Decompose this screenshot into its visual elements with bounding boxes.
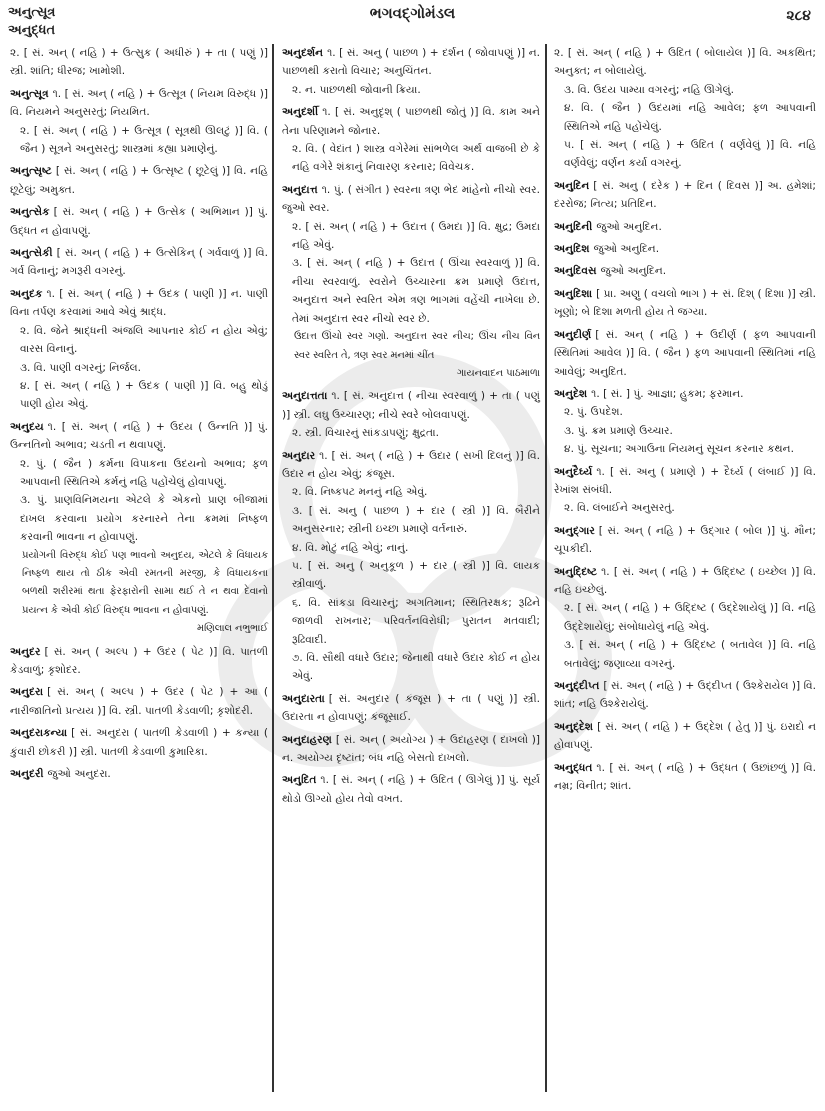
entry-definition-text: ૪. પું. સૂચના; અગાઉના નિયમનું સૂચન કરનાર કથન.	[564, 443, 794, 456]
entry-definition-text: ૨. [ સં. અન્ ( નહિ ) + ઉદિત ( બોલાયેલ )] વિ. અકથિત; અનુક્ત; ન બોલાયેલું.	[554, 47, 816, 78]
entry-headword: અનુદર	[10, 645, 41, 658]
entry-headword: અનુદરા	[10, 686, 44, 699]
dictionary-entry	[282, 387, 540, 442]
entry-definition-text: ૫. [ સં. અન્ ( નહિ ) + ઉદિત ( વર્ણવેલું )] વિ. નહિ વર્ણવેલું; વર્ણન કર્યા વગરનું.	[564, 139, 816, 170]
entry-sense	[554, 636, 816, 673]
column-3	[554, 42, 816, 1102]
entry-sense	[10, 418, 268, 455]
entry-definition-text: જુઓ અનુદિન.	[593, 243, 660, 256]
entry-sense	[554, 177, 816, 214]
entry-sense	[10, 162, 268, 199]
entry-headword: અનુદરાકન્યા	[10, 727, 68, 740]
entry-quote-attribution: મણિલાલ નભુભાઈ	[197, 623, 268, 635]
dictionary-entry	[10, 418, 268, 639]
entry-definition-text: ૨. [ સં. અન્ ( નહિ ) + ઉત્સુક ( અધીરું ) + તા ( પણું )] સ્ત્રી. શાંતિ; ધીરજ; ખામોશી.	[10, 47, 268, 78]
dictionary-entry	[554, 563, 816, 673]
dictionary-entry	[554, 326, 816, 381]
entry-definition-text: જુઓ અનુદિન.	[596, 220, 662, 233]
entry-definition-text: ૧. [ સં. અનુ ( પ્રમાણે ) + દૈર્ઘ્ય ( લંબાઈ )] વિ. રેખાંશ સંબંધી.	[554, 465, 816, 496]
entry-sense	[10, 203, 268, 240]
dictionary-entry	[10, 285, 268, 414]
dictionary-entry	[554, 44, 816, 173]
entry-definition-text: [ સં. અનુ ( દરેક ) + દિન ( દિવસ )] અ. હમેશાં; દરરોજ; નિત્ય; પ્રતિદિન.	[554, 179, 816, 211]
dictionary-entry	[10, 85, 268, 159]
entry-headword: અનુદ્દેશ	[554, 720, 594, 733]
entry-sense	[554, 677, 816, 714]
dictionary-entry	[554, 718, 816, 755]
dictionary-entry	[10, 203, 268, 240]
entry-definition-text: ૩. [ સં. અનુ ( પાછળ ) + દાર ( સ્ત્રી )] વિ. બૈરીને અનુસરનાર; સ્ત્રીની ઇચ્છા પ્રમાણે વર્તનારું.	[292, 504, 540, 536]
dictionary-entry	[282, 103, 540, 177]
entry-definition-text: ૧. પું. ( સંગીત ) સ્વરના ત્રણ ભેદ માંહેનો નીચો સ્વર. જુઓ સ્વર.	[282, 183, 540, 215]
entry-sense	[554, 99, 816, 136]
entry-sense	[282, 539, 540, 557]
entry-headword: અનુદરી	[10, 768, 44, 781]
entry-sense	[10, 285, 268, 322]
entry-definition-text: ૨. [ સં. અન્ ( નહિ ) + ઉદ્દિષ્ટ ( ઉદ્દેશાયેલું )] વિ. નહિ ઉદ્દેશાયેલું; સંબોધાયેલું નહિ એવું.	[564, 602, 816, 633]
entry-headword: અનુત્સૃષ્ટ	[10, 165, 52, 178]
entry-sense	[10, 44, 268, 81]
entry-quotation: પ્રયોગની વિરુદ્ધ કોઈ પણ ભાવનો અનુદય, એટલે કે વિધાયક નિષ્ફળ થાય તો ઠીક એવી રમતની મરજી, કે વિધાયકના બળથી શરીરમાં થતા ફેરફારોની સામા થઈ તે ન થવા દેવાનો પ્રયત્ન કે એવી કોઈ વિરુદ્ધ ભાવના ન હોવાપણું.	[22, 549, 268, 616]
entry-sense	[282, 387, 540, 424]
entry-sense	[10, 377, 268, 414]
entry-sense	[554, 240, 816, 258]
dictionary-entry	[554, 385, 816, 459]
entry-sense	[554, 285, 816, 322]
entry-definition-text: [ સં. અન્ ( અલ્પ ) + ઉદર ( પેટ )] વિ. પાતળી કેડવાળું; કૃશોદર.	[10, 645, 268, 676]
dictionary-entry	[282, 690, 540, 727]
column-divider	[272, 44, 274, 1092]
entry-sense	[554, 440, 816, 458]
entry-sense	[10, 724, 268, 761]
entry-headword: અનુદારતા	[282, 692, 325, 705]
entry-sense	[554, 422, 816, 440]
entry-definition-text: ૧. [ સં. અનુ ( પાછળ ) + દર્શન ( જોવાપણું )] ન. પાછળથી કરાતો વિચાર; અનુચિંતન.	[282, 47, 540, 78]
entry-sense	[554, 499, 816, 517]
entry-definition-text: [ સં. અન્ ( અયોગ્ય ) + ઉદાહરણ ( દાખલો )] ન. અયોગ્ય દૃષ્ટાંત; બંધ નહિ બેસતો દાખલો.	[282, 733, 540, 765]
entry-definition-text: [ સં. અન્ ( નહિ ) + ઉદ્દેશ ( હેતુ )] પું. ઇરાદો ન હોવાપણું.	[554, 720, 816, 752]
entry-sense	[10, 322, 268, 359]
entry-definition-text: ૨. પું. ઉપદેશ.	[564, 406, 623, 419]
entry-definition-text: ૨. વિ. નિષ્કપટ મનનું નહિ એવું.	[292, 486, 428, 499]
entry-sense	[554, 759, 816, 796]
entry-definition-text: ૩. [ સં. અન્ ( નહિ ) + ઉદ્દિષ્ટ ( બતાવેલ )] વિ. નહિ બતાવેલું; જણાવ્યા વગરનું.	[564, 639, 816, 670]
entry-definition-text: ૨. ન. પાછળથી જોવાની ક્રિયા.	[292, 83, 421, 96]
entry-headword: અનુદય	[10, 420, 44, 433]
entry-headword: અનુદિશ	[554, 243, 590, 256]
entry-definition-text: [ સં. અન્ ( નહિ ) + ઉત્સૃષ્ટ ( છૂટેલું )] વિ. નહિ છૂટેલું; અમુક્ત.	[10, 165, 268, 196]
entry-sense	[10, 765, 268, 783]
guide-word-first: અનુત્સૂત્ર	[8, 5, 56, 20]
entry-definition-text: જુઓ અનુદિન.	[600, 265, 667, 278]
entry-sense	[282, 690, 540, 727]
entry-definition-text: [ સં. અન્ ( નહિ ) + ઉત્સેક ( અભિમાન )] પું. ઉદ્ધત ન હોવાપણું.	[10, 206, 268, 237]
entry-sense	[10, 85, 268, 122]
entry-sense	[554, 563, 816, 600]
entry-sense	[10, 455, 268, 492]
entry-sense	[10, 491, 268, 546]
entry-sense	[282, 44, 540, 81]
entry-definition-text: ૩. વિ. ઉદય પામ્યા વગરનું; નહિ ઊગેલું.	[564, 83, 735, 96]
column-1	[10, 42, 268, 1102]
entry-definition-text: [ સં. અન્ ( નહિ ) + ઉત્સેકિન્ ( ગર્વવાળું )] વિ. ગર્વ વિનાનું; મગરૂરી વગરનું.	[10, 247, 268, 278]
entry-definition-text: ૧. [ સં. અન્ ( નહિ ) + ઉત્સૂત્ર ( નિયમ વિરુદ્ધ )] વિ. નિયમને અનુસરતું; નિયમિત.	[10, 87, 268, 119]
entry-sense	[554, 718, 816, 755]
entry-sense	[282, 181, 540, 218]
entry-definition-text: [ સં. અનુદાર ( કંજૂસ ) + તા ( પણું )] સ્ત્રી. ઉદારતા ન હોવાપણું; કંજૂસાઈ.	[282, 692, 540, 724]
entry-definition-text: ૪. વિ. મોટું નહિ એવું; નાનું.	[292, 541, 409, 554]
entry-sense	[554, 385, 816, 403]
dictionary-entry	[282, 447, 540, 686]
entry-headword: અનુદૈર્ઘ્ય	[554, 465, 593, 478]
entry-headword: અનુદિન	[554, 179, 590, 192]
entry-definition-text: [ સં. અનુદરા ( પાતળી કેડવાળી ) + કન્યા ( કુંવારી છોકરી )] સ્ત્રી. પાતળી કેડવાળી કુમારિકા.	[10, 727, 268, 758]
dictionary-entry	[10, 643, 268, 680]
column-2	[282, 42, 540, 1102]
entry-headword: અનુદ્દીપ્ત	[554, 680, 600, 692]
entry-sense	[282, 103, 540, 140]
entry-sense	[282, 447, 540, 484]
entry-sense	[10, 683, 268, 720]
entry-definition-text: ૨. વિ. જેને શ્રાદ્ધની અંજલિ આપનાર કોઈ ન હોય એવું; વારસ વિનાનું.	[20, 324, 268, 356]
entry-definition-text: ૨. પું. ( જૈન ) કર્મના વિપાકના ઉદયનો અભાવ; ફળ આપવાની સ્થિતિએ કર્મનું નહિ પહોંચેલું હોવાપણું.	[20, 457, 268, 488]
entry-sense	[554, 463, 816, 500]
entry-quotation: ઉદાત્ત ઊંચો સ્વર ગણો. અનુદાત્ત સ્વર નીચ; ઊંચ નીચ વિન સ્વર સ્વરિત તે, ત્રણ સ્વર મનમાં ચીંત	[294, 331, 540, 361]
guide-word-last: અનુદ્ધત	[8, 23, 56, 38]
entry-sense	[282, 649, 540, 686]
dictionary-entry	[554, 463, 816, 518]
entry-definition-text: ૫. [ સં. અનુ ( અનુકૂળ ) + દાર ( સ્ત્રી )] વિ. લાયક સ્ત્રીવાળું.	[292, 559, 540, 591]
dictionary-entry	[554, 522, 816, 559]
entry-headword: અનુદિવસ	[554, 265, 597, 278]
dictionary-entry	[282, 181, 540, 383]
dictionary-entry	[10, 44, 268, 81]
entry-definition-text: ૭. વિ. સૌથી વધારે ઉદાર; જેનાથી વધારે ઉદાર કોઈ ન હોય એવું.	[292, 652, 540, 683]
dictionary-entry	[10, 765, 268, 783]
entry-definition-text: ૩. પું. પ્રાણવિનિમયના એટલે કે એકનો પ્રાણ બીજામાં દાખલ કરવાના પ્રયોગ કરનારને તેના ક્રમમાં નિષ્ફળ કરવાની ભાવના ન હોવાપણું.	[20, 494, 268, 544]
entry-definition-text: જુઓ અનુદરા.	[47, 768, 111, 781]
entry-headword: અનુદેશ	[554, 387, 588, 400]
dictionary-entry	[554, 285, 816, 322]
entry-sense	[10, 643, 268, 680]
entry-headword: અનુદિની	[554, 220, 593, 233]
dictionary-entry	[554, 677, 816, 714]
entry-headword: અનુત્સૂત્ર	[10, 87, 49, 100]
entry-sense	[282, 771, 540, 808]
page-title: ભગવદ્ગોમંડલ	[369, 4, 456, 22]
entry-definition-text: ૨. સ્ત્રી. વિચારનું સાંકડાપણું; ક્ષુદ્રતા.	[292, 427, 440, 440]
entry-sense	[282, 140, 540, 177]
entry-headword: અનુદાહરણ	[282, 733, 332, 746]
entry-definition-text: ૧. [ સં. અનુદૃશ્ ( પાછળથી જોતું )] વિ. કામ અને તેના પરિણામને જોનાર.	[282, 106, 540, 137]
dictionary-entry	[10, 244, 268, 281]
dictionary-entry	[10, 683, 268, 720]
entry-headword: અનુદર્શી	[282, 106, 319, 119]
entry-definition-text: ૪. વિ. ( જૈન ) ઉદયમાં નહિ આવેલ; ફળ આપવાની સ્થિતિએ નહિ પહોંચેલું.	[564, 102, 816, 133]
entry-definition-text: ૩. વિ. પાણી વગરનું; નિર્જલ.	[20, 361, 141, 374]
entry-sense	[10, 244, 268, 281]
entry-headword: અનુદાત્ત	[282, 183, 318, 196]
entry-sense	[282, 557, 540, 594]
dictionary-columns	[0, 42, 825, 1102]
dictionary-entry	[10, 724, 268, 761]
entry-definition-text: ૧. [ સં. ] પું. આજ્ઞા; હુકમ; ફરમાન.	[591, 387, 744, 400]
dictionary-entry	[554, 240, 816, 258]
entry-sense	[282, 594, 540, 649]
entry-sense	[554, 81, 816, 99]
entry-definition-text: ૩. પું. ક્રમ પ્રમાણે ઉચ્ચાર.	[564, 424, 673, 437]
entry-sense	[282, 254, 540, 328]
page-header	[0, 0, 825, 46]
entry-sense	[554, 218, 816, 236]
dictionary-entry	[554, 218, 816, 236]
dictionary-entry	[554, 759, 816, 796]
entry-sense	[554, 326, 816, 381]
dictionary-entry	[10, 162, 268, 199]
entry-definition-text: ૧. [ સં. અન્ ( નહિ ) + ઉદક ( પાણી )] ન. પાણી વિના તર્પણ કરવામાં આવે એવું શ્રાદ્ધ.	[10, 287, 268, 319]
dictionary-entry	[282, 771, 540, 808]
entry-definition-text: ૨. વિ. ( વેદાંત ) શાસ્ત્ર વગેરેમાં સાંભળેલ અર્થ વાજબી છે કે નહિ વગેરે શંકાનું નિવારણ કરનાર; વિવેચક.	[292, 143, 540, 174]
entry-definition-text: ૧. [ સં. અન્ ( નહિ ) + ઉદ્દિષ્ટ ( ઇચ્છેલ )] વિ. નહિ ઇચ્છેલું.	[554, 565, 816, 596]
entry-headword: અનુદર્શન	[282, 47, 324, 59]
entry-definition-text: ૪. [ સં. અન્ ( નહિ ) + ઉદક ( પાણી )] વિ. બહુ થોડું પાણી હોય એવું.	[20, 379, 268, 411]
entry-sense	[554, 136, 816, 173]
entry-sense	[10, 359, 268, 377]
entry-definition-text: ૧. [ સં. અન્ ( નહિ ) + ઉદય ( ઉન્નતિ )] પું. ઉન્નતિનો અભાવ; ચડતી ન થવાપણું.	[10, 420, 268, 452]
entry-definition-text: [ પ્રા. અણુ ( વચલો ભાગ ) + સં. દિશ્ ( દિશા )] સ્ત્રી. ખૂણો; બે દિશા મળતી હોય તે જગ્યા.	[554, 287, 816, 319]
entry-sense	[554, 44, 816, 81]
dictionary-entry	[554, 262, 816, 280]
entry-headword: અનુદ્દિષ્ટ	[554, 565, 598, 578]
entry-definition-text: ૨. વિ. લંબાઈને અનુસરતું.	[564, 502, 675, 515]
entry-sense	[282, 81, 540, 99]
entry-quote-attribution: ગાયનવાદન પાઠમાળા	[456, 367, 540, 379]
entry-definition-text: ૧. [ સં. અન્ ( નહિ ) + ઉદ્ધત ( ઉછાંછળું )] વિ. નમ્ર; વિનીત; શાંત.	[554, 761, 816, 793]
entry-sense	[282, 502, 540, 539]
entry-sense	[282, 731, 540, 768]
entry-definition-text: [ સં. અન્ ( અલ્પ ) + ઉદર ( પેટ ) + આ ( નારીજાતિનો પ્રત્યય )] વિ. સ્ત્રી. પાતળી કેડવાળી; કૃશોદરી.	[10, 686, 268, 717]
entry-headword: અનુદિત	[282, 774, 317, 787]
entry-sense	[282, 218, 540, 255]
entry-headword: અનુત્સેકી	[10, 247, 53, 260]
entry-definition-text: ૩. [ સં. અન્ ( નહિ ) + ઉદાત્ત ( ઊંચા સ્વરવાળું )] વિ. નીચા સ્વરવાળું. સ્વરોને ઉચ્ચારના ક્રમ પ્રમાણે ઉદાત્ત, અનુદાત્ત અને સ્વરિત એમ ત્રણ ભાગમાં વહેંચી નાખેલા છે. તેમાં અનુદાત્ત સ્વર નીચો સ્વર છે.	[292, 257, 540, 325]
entry-sense	[554, 522, 816, 559]
entry-definition-text: ૨. [ સં. અન્ ( નહિ ) + ઉત્સૂત્ર ( સૂત્રથી ઊલટું )] વિ. ( જૈન ) સૂત્રને અનુસરતું; શાસ્ત્રમાં કહ્યા પ્રમાણેનું.	[20, 124, 268, 156]
entry-headword: અનુદ્ધત	[554, 761, 593, 774]
entry-headword: અનુત્સેક	[10, 206, 50, 219]
column-divider	[545, 44, 547, 1092]
entry-sense	[554, 403, 816, 421]
entry-headword: અનુદક	[10, 287, 43, 300]
entry-sense	[554, 599, 816, 636]
entry-definition-text: ૧. [ સં. અન્ ( નહિ ) + ઉદિત ( ઊગેલું )] પું. સૂર્ય થોડો ઊગ્યો હોય તેવો વખત.	[282, 774, 540, 805]
entry-definition-text: [ સં. અન્ ( નહિ ) + ઉદ્ગાર ( બોલ )] પું. મૌન; ચૂપકીદી.	[554, 524, 816, 556]
entry-definition-text: ૧. [ સં. અનુદાત્ત ( નીચા સ્વરવાળું ) + તા ( પણું )] સ્ત્રી. લઘુ ઉચ્ચારણ; નીચે સ્વરે બોલવાપણું.	[282, 390, 540, 421]
entry-definition-text: ૧. [ સં. અન્ ( નહિ ) + ઉદાર ( સખી દિલનું )] વિ. ઉદાર ન હોય એવું; કંજૂસ.	[282, 449, 540, 480]
entry-definition-text: [ સં. અન્ ( નહિ ) + ઉદ્દીપ્ત ( ઉશ્કેરાયેલ )] વિ. શાંત; નહિ ઉશ્કેરાયેલું.	[554, 680, 816, 711]
entry-definition-text: [ સં. અન્ ( નહિ ) + ઉદીર્ણ ( ફળ આપવાની સ્થિતિમાં આવેલ )] વિ. ( જૈન ) ફળ આપવાની સ્થિતિમાં નહિ આવેલું; અનુદિત.	[554, 328, 816, 378]
entry-headword: અનુદીર્ણ	[554, 328, 592, 341]
page-number: ૨૮૪	[786, 8, 811, 24]
entry-sense	[282, 483, 540, 501]
entry-sense	[282, 424, 540, 442]
entry-sense	[10, 122, 268, 159]
entry-headword: અનુદ્ગાર	[554, 524, 595, 537]
entry-definition-text: ૨. [ સં. અન્ ( નહિ ) + ઉદાત્ત ( ઉમદા )] વિ. ક્ષુદ્ર; ઉમદા નહિ એવું.	[292, 220, 540, 252]
dictionary-entry	[282, 731, 540, 768]
entry-definition-text: ૬. વિ. સાંકડા વિચારનું; અગતિમાન; સ્થિતિરક્ષક; રૂઢિને જાળવી રાખનાર; પરિવર્તનવિરોધી; પુરાતન મતવાદી; રૂઢિવાદી.	[292, 596, 540, 646]
entry-headword: અનુદિશા	[554, 287, 593, 300]
entry-sense	[554, 262, 816, 280]
dictionary-entry	[282, 44, 540, 99]
entry-headword: અનુદાત્તતા	[282, 390, 328, 403]
entry-headword: અનુદાર	[282, 449, 316, 462]
dictionary-entry	[554, 177, 816, 214]
